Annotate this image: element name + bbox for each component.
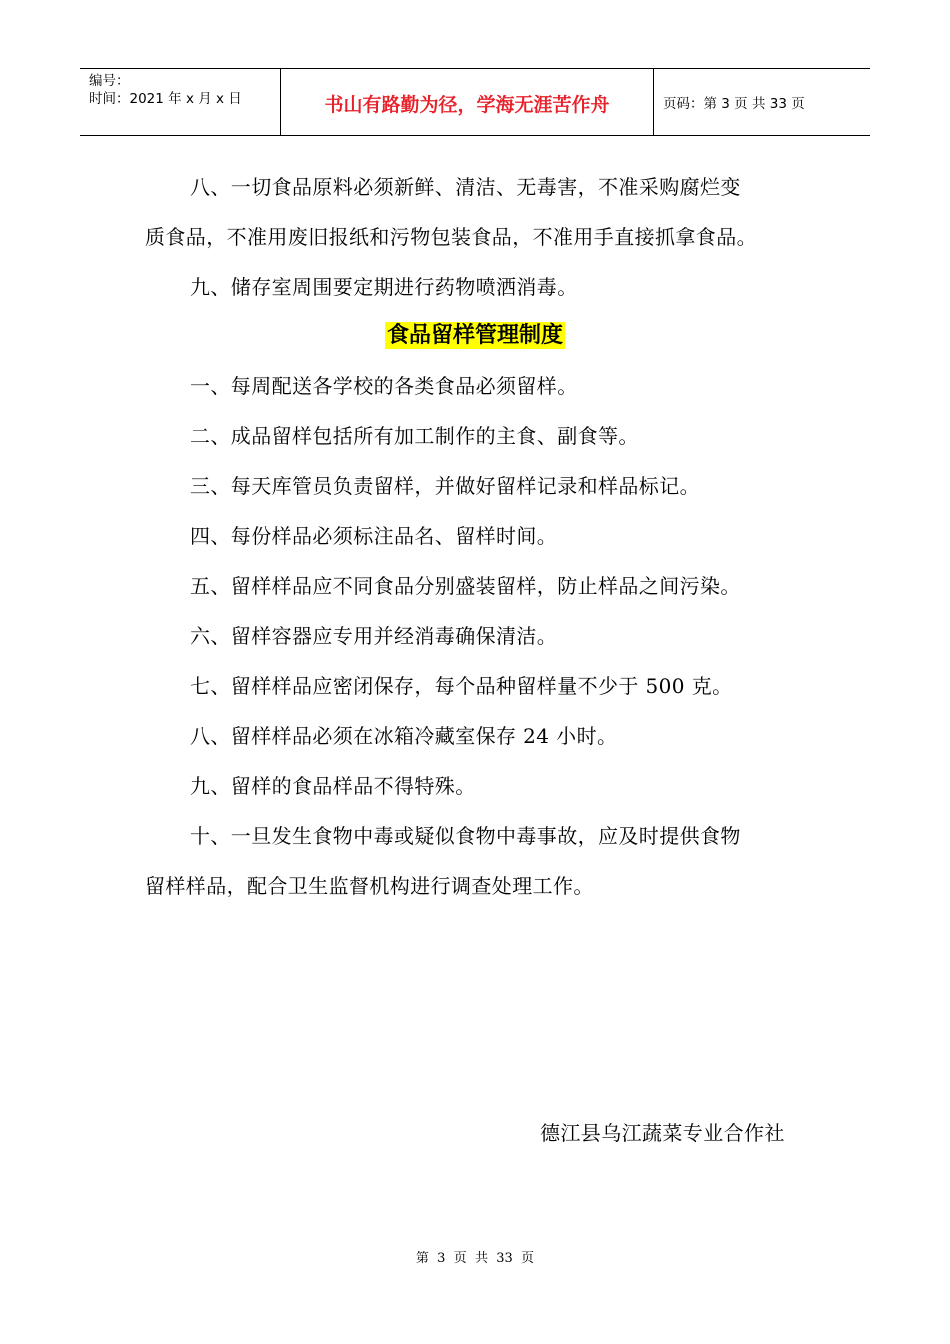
section-title-text: 食品留样管理制度 bbox=[386, 323, 563, 348]
rule-2: 二、成品留样包括所有加工制作的主食、副食等。 bbox=[190, 424, 639, 448]
serial-number-label: 编号： bbox=[89, 73, 130, 89]
header-meta-cell bbox=[80, 69, 281, 135]
rule-5: 五、留样样品应不同食品分别盛装留样，防止样品之间污染。 bbox=[190, 574, 741, 598]
header-motto: 书山有路勤为径，学海无涯苦作舟 bbox=[281, 69, 654, 135]
rule-7: 七、留样样品应密闭保存，每个品种留样量不少于 500 克。 bbox=[190, 674, 733, 698]
signature: 德江县乌江蔬菜专业合作社 bbox=[540, 1121, 785, 1145]
rule-10-line-1: 十、一旦发生食物中毒或疑似食物中毒事故，应及时提供食物 bbox=[190, 824, 741, 848]
rule-3: 三、每天库管员负责留样，并做好留样记录和样品标记。 bbox=[190, 474, 700, 498]
page-header bbox=[80, 68, 870, 136]
rule-4: 四、每份样品必须标注品名、留样时间。 bbox=[190, 524, 558, 548]
page-footer: 第 3 页 共 33 页 bbox=[415, 1251, 535, 1266]
rule-1: 一、每周配送各学校的各类食品必须留样。 bbox=[190, 374, 578, 398]
date-label: 时间：2021 年 x 月 x 日 bbox=[89, 91, 242, 107]
rule-8: 八、留样样品必须在冰箱冷藏室保存 24 小时。 bbox=[190, 724, 618, 748]
header-page-info: 页码：第 3 页 共 33 页 bbox=[663, 96, 805, 112]
rule-10-line-2: 留样样品，配合卫生监督机构进行调查处理工作。 bbox=[145, 874, 594, 898]
rule-9: 九、留样的食品样品不得特殊。 bbox=[190, 774, 476, 798]
rule-6: 六、留样容器应专用并经消毒确保清洁。 bbox=[190, 624, 558, 648]
paragraph-8-line-2: 质食品，不准用废旧报纸和污物包装食品，不准用手直接抓拿食品。 bbox=[145, 225, 757, 249]
paragraph-9: 九、储存室周围要定期进行药物喷洒消毒。 bbox=[190, 275, 578, 299]
paragraph-8-line-1: 八、一切食品原料必须新鲜、清洁、无毒害，不准采购腐烂变 bbox=[190, 175, 741, 199]
section-title bbox=[0, 318, 950, 349]
